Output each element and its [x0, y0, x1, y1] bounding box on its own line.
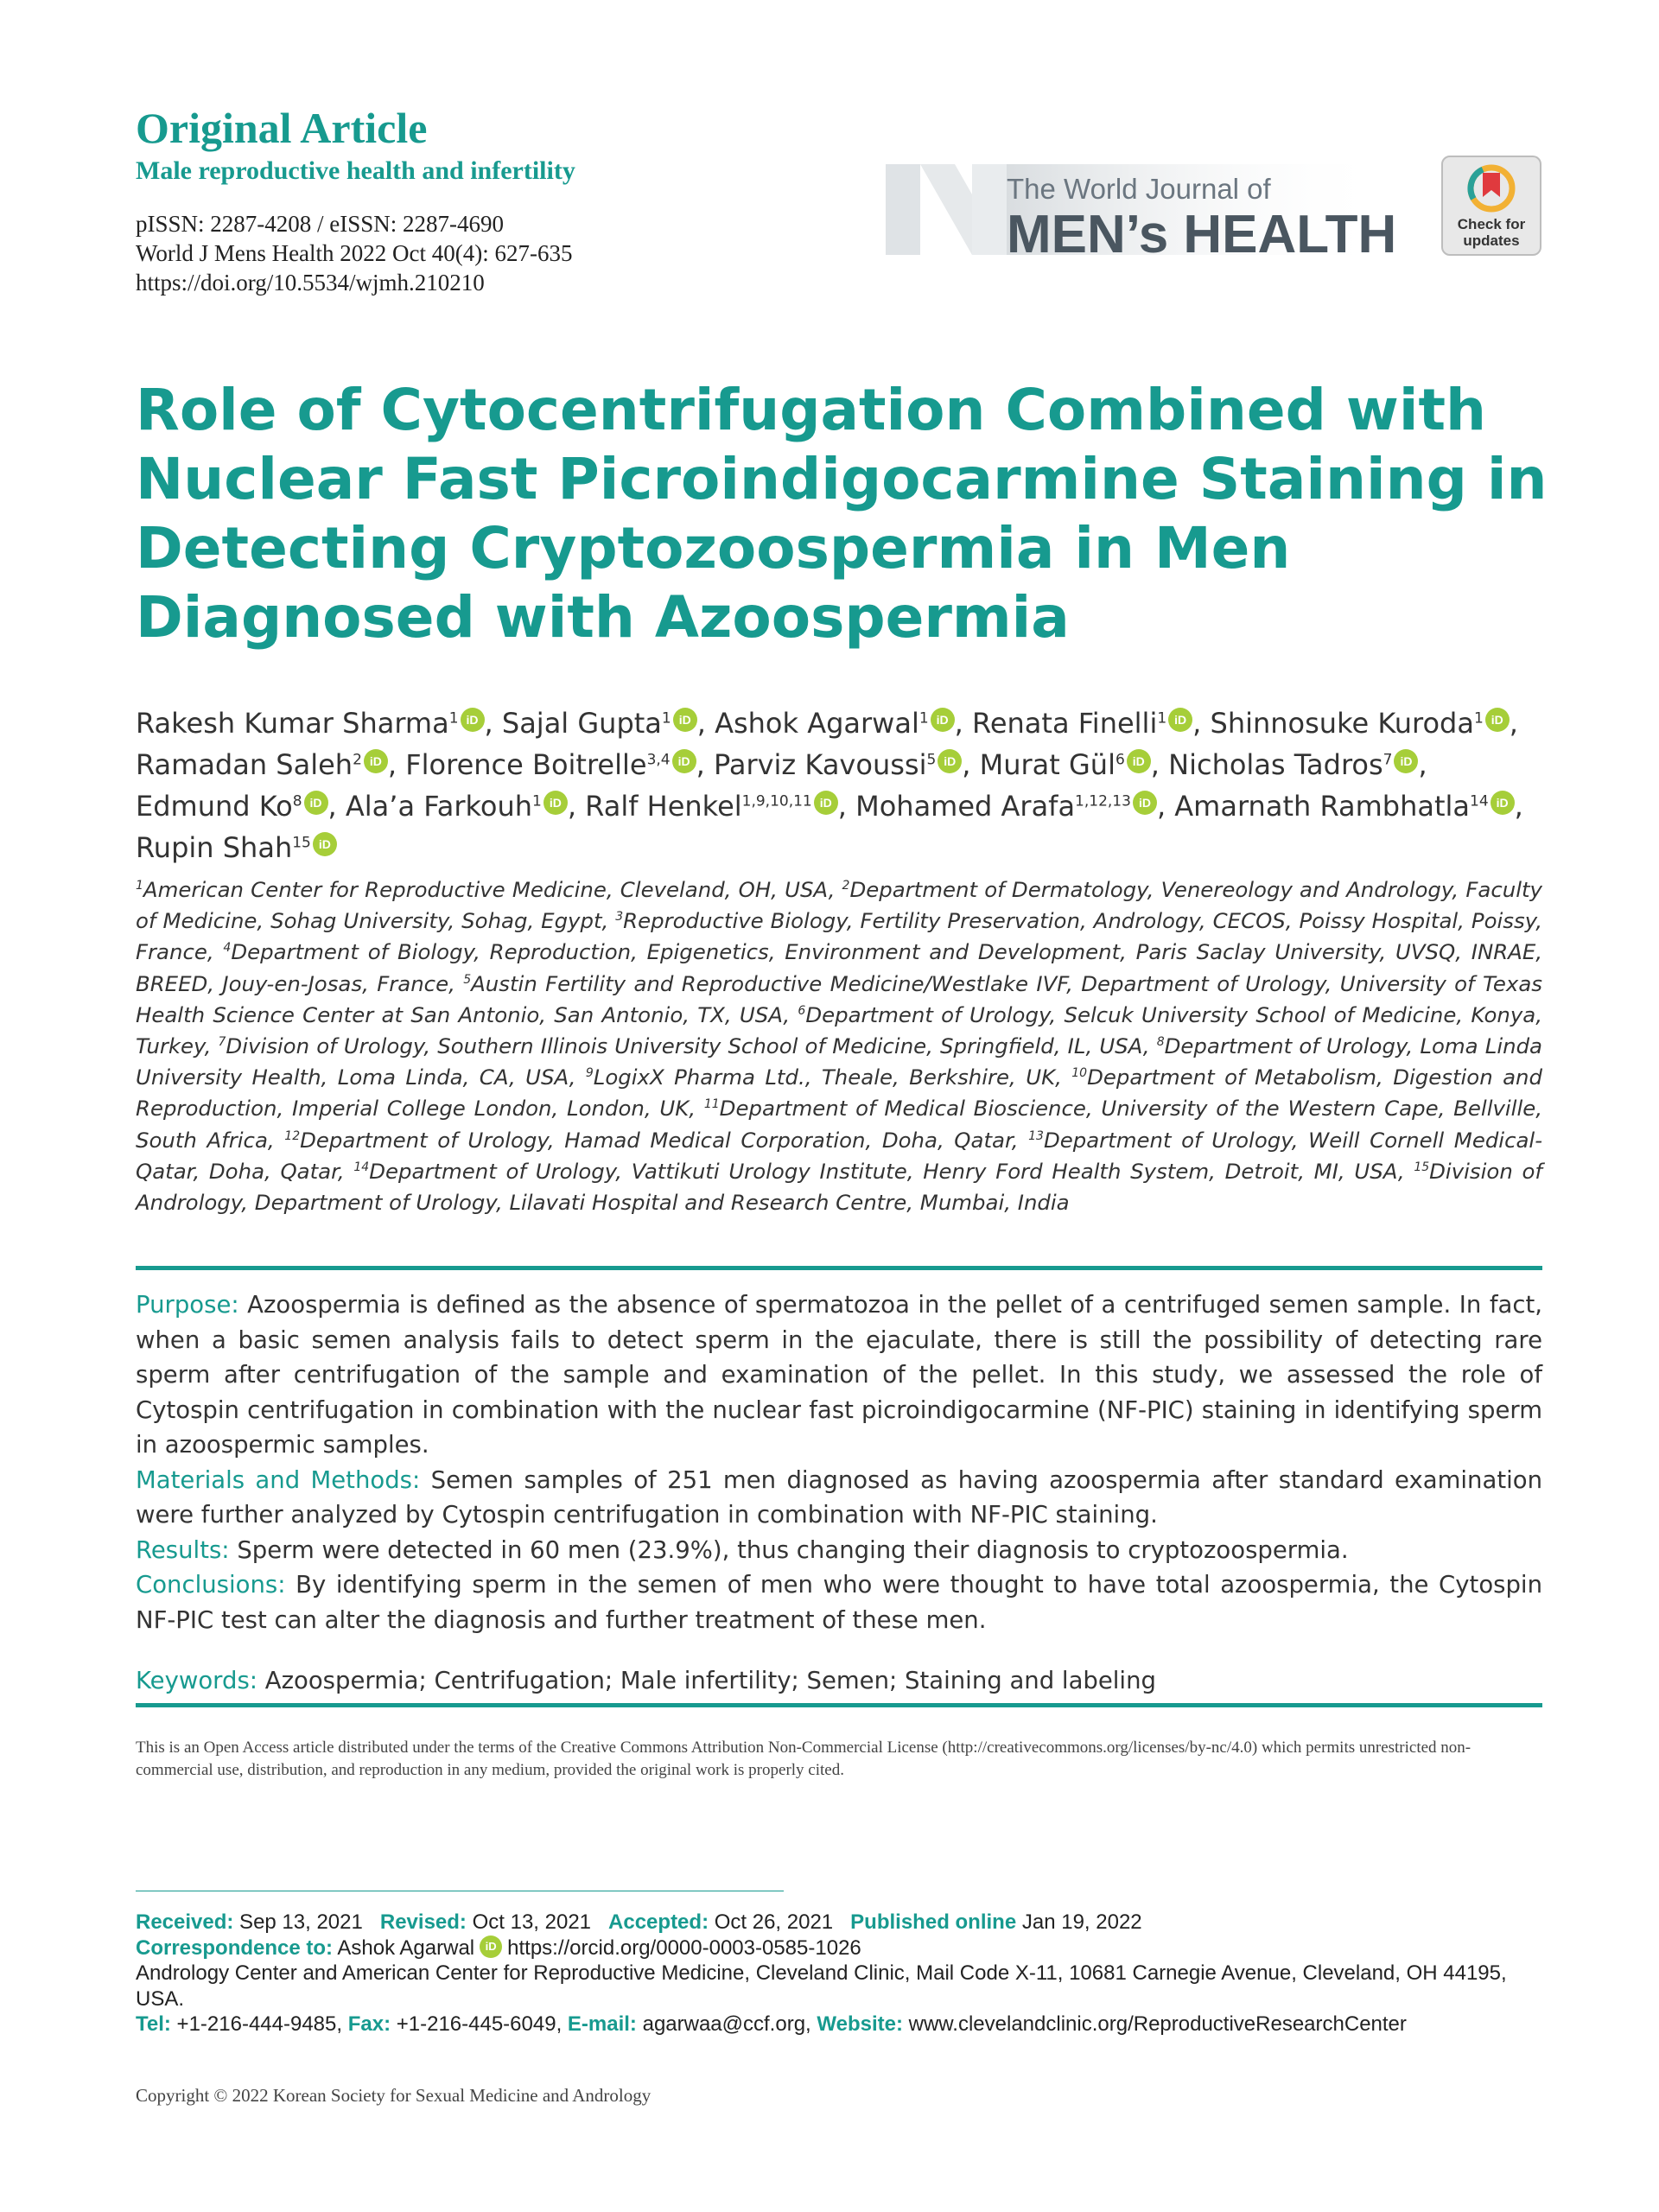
affiliation-number: 5: [463, 972, 472, 987]
orcid-icon[interactable]: iD: [814, 791, 838, 815]
affiliation-text: Austin Fertility and Reproductive Medicine/Westlake IVF, Department of Urology, University of Texas Health Science Center at San Antonio, San Antonio, TX, USA,: [136, 970, 1542, 1027]
abstract-conclusions: Conclusions: By identifying sperm in the semen of men who were thought to have total azoospermia, the Cytospin NF-PIC test can alter the diagnosis and further treatment of these men.: [136, 1571, 1542, 1634]
journal-logo: [886, 156, 1421, 264]
author-name: Rakesh Kumar Sharma$^1$ iD: [136, 707, 485, 740]
author-name: Parviz Kavoussi$^5$ iD: [714, 748, 962, 781]
author-name: Florence Boitrelle$^{3,4}$ iD: [405, 748, 696, 781]
author-name: Amarnath Rambhatla$^{14}$ iD: [1174, 790, 1514, 823]
author-name: Rupin Shah$^{15}$ iD: [136, 831, 337, 864]
orcid-icon[interactable]: iD: [313, 832, 337, 856]
affiliations: [136, 874, 1542, 1218]
author-name: Ala’a Farkouh$^1$ iD: [346, 790, 568, 823]
bookmark-icon: [1443, 157, 1540, 218]
orcid-icon[interactable]: iD: [1127, 749, 1151, 773]
affiliation-number: 8: [1156, 1034, 1165, 1049]
affiliation-number: 4: [223, 941, 232, 956]
author-name: Mohamed Arafa$^{1,12,13}$ iD: [855, 790, 1157, 823]
affiliation-text: Department of Urology, Weill Cornell Medical-Qatar, Doha, Qatar,: [136, 1127, 1543, 1184]
orcid-icon[interactable]: iD: [1133, 791, 1157, 815]
doi-link[interactable]: https://doi.org/10.5534/wjmh.210210: [136, 270, 485, 296]
affiliation-text: Division of Urology, Southern Illinois University School of Medicine, Springfield, IL, USA,: [226, 1033, 1157, 1059]
abstract-keywords: Keywords: Azoospermia; Centrifugation; Male infertility; Semen; Staining and labeling: [136, 1667, 1156, 1694]
affiliation-text: Department of Dermatology, Venereology and Andrology, Faculty of Medicine, Sohag University, Sohag, Egypt,: [136, 877, 1542, 934]
journal-logo-line2: MEN’s HEALTH: [1007, 205, 1397, 264]
contact-line: Tel: +1-216-444-9485, Fax: +1-216-445-6049, E-mail: agarwaa@ccf.org, Website: www.clevelandclinic.org/ReproductiveResearchCenter: [136, 2012, 1407, 2036]
issn-line: pISSN: 2287-4208 / eISSN: 2287-4690: [136, 211, 505, 237]
affiliation-text: Department of Urology, Selcuk University School of Medicine, Konya, Turkey,: [136, 1001, 1542, 1059]
orcid-icon[interactable]: iD: [1394, 749, 1418, 773]
check-updates-label: Check for updates: [1457, 216, 1526, 249]
author-name: Sajal Gupta$^1$ iD: [502, 707, 697, 740]
abstract-methods: Materials and Methods: Semen samples of 251 men diagnosed as having azoospermia after standard examination were further analyzed by Cytospin centrifugation in combination with NF-PIC staining.: [136, 1465, 1543, 1529]
journal-logo-line1: The World Journal of: [1007, 173, 1271, 205]
article-title: Role of Cytocentrifugation Combined with Nuclear Fast Picroindigocarmine Staining in Detecting Cryptozoospermia in Men Diagnosed with Azoospermia: [136, 377, 1548, 651]
affiliation-number: 12: [284, 1128, 301, 1143]
orcid-icon[interactable]: iD: [1485, 708, 1510, 732]
affiliation-number: 7: [218, 1034, 226, 1049]
orcid-icon[interactable]: iD: [673, 708, 697, 732]
affiliation-text: LogixX Pharma Ltd., Theale, Berkshire, UK,: [593, 1065, 1072, 1090]
author-name: Shinnosuke Kuroda$^1$ iD: [1211, 707, 1510, 740]
author-name: Murat Gül$^6$ iD: [980, 748, 1151, 781]
citation-line: World J Mens Health 2022 Oct 40(4): 627-635: [136, 240, 573, 266]
correspondence-line: Correspondence to: Ashok Agarwal iD https://orcid.org/0000-0003-0585-1026: [136, 1936, 861, 1960]
article-footer: [136, 1910, 1544, 2037]
affiliation-text: Department of Urology, Vattikuti Urology Institute, Henry Ford Health System, Detroit, MI, USA,: [369, 1158, 1414, 1184]
affiliation-number: 9: [585, 1066, 594, 1081]
article-category: Male reproductive health and infertility: [136, 156, 575, 185]
affiliation-number: 2: [842, 878, 850, 893]
dates-line: Received: Sep 13, 2021 Revised: Oct 13, 2021 Accepted: Oct 26, 2021 Published online Jan 19, 2022: [136, 1910, 1142, 1934]
orcid-icon[interactable]: iD: [480, 1936, 502, 1958]
affiliation-text: Department of Urology, Hamad Medical Corporation, Doha, Qatar,: [300, 1127, 1029, 1153]
orcid-icon[interactable]: iD: [938, 749, 962, 773]
orcid-icon[interactable]: iD: [931, 708, 955, 732]
affiliation-text: Department of Medical Bioscience, University of the Western Cape, Bellville, South Africa,: [136, 1096, 1542, 1153]
author-name: Nicholas Tadros$^7$ iD: [1168, 748, 1418, 781]
correspondence-address: Andrology Center and American Center for Reproductive Medicine, Cleveland Clinic, Mail Code X-11, 10681 Carnegie Avenue, Cleveland, OH 44195, USA.: [136, 1961, 1507, 2011]
abstract-top-divider: [136, 1266, 1542, 1270]
affiliation-text: Department of Metabolism, Digestion and Reproduction, Imperial College London, London, UK,: [136, 1065, 1542, 1122]
author-list: Rakesh Kumar Sharma$^1$ iD , Sajal Gupta$^1$ iD , Ashok Agarwal$^1$ iD , Renata Finelli$^1$ iD , Shinnosuke Kuroda$^1$ iD , Ramadan Saleh$^2$ iD , Florence Boitrelle$^{3,4}$ iD , Parviz Kavoussi$^5$ iD , Murat Gül$^6$ iD , Nicholas Tadros$^7$ iD , Edmund Ko$^8$ iD , Ala’a Farkouh$^1$ iD , Ralf Henkel$^{1,9,10,11}$ iD , Mohamed Arafa$^{1,12,13}$ iD , Amarnath Rambhatla$^{14}$ iD , Rupin Shah$^{15}$ iD: [136, 707, 1523, 864]
orcid-icon[interactable]: iD: [304, 791, 328, 815]
orcid-icon[interactable]: iD: [461, 708, 485, 732]
check-for-updates-badge[interactable]: [1441, 156, 1541, 256]
orcid-icon[interactable]: iD: [364, 749, 388, 773]
affiliation-text: Department of Urology, Loma Linda University Health, Loma Linda, CA, USA,: [136, 1033, 1542, 1090]
journal-logo-mark-icon: [886, 156, 1421, 264]
abstract-purpose: Purpose: Azoospermia is defined as the absence of spermatozoa in the pellet of a centrifuged semen sample. In fact, when a basic semen analysis fails to detect sperm in the ejaculate, there is still the possibility of detecting rare sperm after centrifugation of the sample and examination of the pellet. In this study, we assessed the role of Cytospin centrifugation in combination with the nuclear fast picroindigocarmine (NF-PIC) staining in identifying sperm in azoospermic samples.: [136, 1291, 1542, 1459]
affiliation-text: Division of Andrology, Department of Urology, Lilavati Hospital and Research Centre, Mumbai, India: [136, 1158, 1542, 1216]
author-name: Ramadan Saleh$^2$ iD: [136, 748, 388, 781]
orcid-icon[interactable]: iD: [672, 749, 696, 773]
copyright: Copyright © 2022 Korean Society for Sexual Medicine and Andrology: [136, 2085, 652, 2106]
author-name: Ashok Agarwal$^1$ iD: [715, 707, 955, 740]
affiliation-number: 6: [798, 1003, 806, 1018]
affiliation-number: 15: [1414, 1160, 1430, 1174]
abstract: [136, 1287, 1542, 1699]
affiliation-number: 3: [615, 910, 624, 925]
orcid-icon[interactable]: iD: [543, 791, 568, 815]
article-type: Original Article: [136, 104, 428, 152]
affiliation-number: 11: [703, 1097, 720, 1112]
correspondence-orcid-link[interactable]: https://orcid.org/0000-0003-0585-1026: [507, 1936, 861, 1960]
abstract-results: Results: Sperm were detected in 60 men (23.9%), thus changing their diagnosis to cryptozoospermia.: [136, 1535, 1349, 1564]
affiliation-number: 13: [1028, 1128, 1044, 1143]
author-name: Edmund Ko$^8$ iD: [136, 790, 328, 823]
author-name: Renata Finelli$^1$ iD: [972, 707, 1192, 740]
affiliation-number: 1: [136, 878, 143, 893]
affiliation-text: Department of Biology, Reproduction, Epigenetics, Environment and Development, Paris Saclay University, UVSQ, INRAE, BREED, Jouy-en-Josas, France,: [136, 939, 1542, 996]
orcid-icon[interactable]: iD: [1491, 791, 1515, 815]
affiliation-number: 10: [1071, 1066, 1088, 1081]
affiliation-text: Reproductive Biology, Fertility Preservation, Andrology, CECOS, Poissy Hospital, Poissy, France,: [136, 908, 1542, 965]
website-link[interactable]: www.clevelandclinic.org/ReproductiveResearchCenter: [902, 2012, 1407, 2036]
affiliation-text: American Center for Reproductive Medicine, Cleveland, OH, USA,: [143, 877, 842, 902]
license-notice: This is an Open Access article distributed under the terms of the Creative Commons Attribution Non-Commercial License (http://creativecommons.org/licenses/by-nc/4.0) which permits unrestricted non-commercial use, distribution, and reproduction in any medium, provided the original work is properly cited.: [136, 1738, 1471, 1779]
email-link[interactable]: agarwaa@ccf.org,: [636, 2012, 817, 2036]
author-name: Ralf Henkel$^{1,9,10,11}$ iD: [585, 790, 838, 823]
affiliation-number: 14: [353, 1160, 370, 1174]
orcid-icon[interactable]: iD: [1168, 708, 1192, 732]
article-header: [136, 102, 575, 297]
abstract-bottom-divider: [136, 1703, 1542, 1707]
